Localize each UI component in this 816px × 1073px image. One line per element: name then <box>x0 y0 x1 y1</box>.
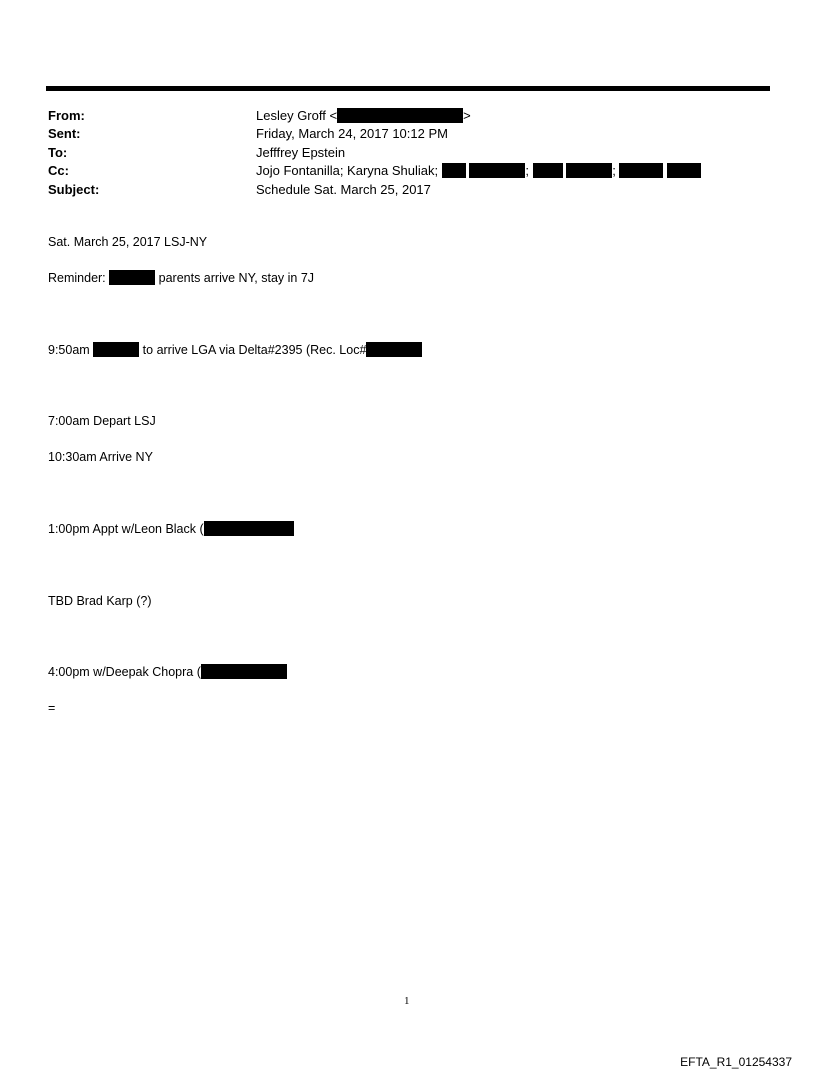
flight-text: to arrive LGA via Delta#2395 (Rec. Loc# <box>142 343 367 357</box>
from-label: From: <box>48 108 85 123</box>
redaction-block <box>469 163 525 178</box>
from-name: Lesley Groff < <box>256 108 338 123</box>
tbd-line: TBD Brad Karp (?) <box>48 594 152 608</box>
redaction-block <box>566 163 612 178</box>
cc-label: Cc: <box>48 163 69 178</box>
sent-label: Sent: <box>48 126 81 141</box>
reminder-label: Reminder: <box>48 271 106 285</box>
redaction-block <box>366 342 422 357</box>
to-value: Jefffrey Epstein <box>256 145 346 160</box>
subject-label: Subject: <box>48 182 100 197</box>
redaction-block <box>109 270 155 285</box>
appt-line <box>48 521 294 538</box>
schedule-heading: Sat. March 25, 2017 LSJ-NY <box>48 235 208 249</box>
redaction-block <box>442 163 466 178</box>
flight-line <box>48 342 422 359</box>
arrive-line: 10:30am Arrive NY <box>48 450 153 464</box>
chopra-text: 4:00pm w/Deepak Chopra ( <box>48 665 201 679</box>
redaction-block <box>93 342 139 357</box>
depart-line: 7:00am Depart LSJ <box>48 414 156 428</box>
flight-time: 9:50am <box>48 343 90 357</box>
subject-value: Schedule Sat. March 25, 2017 <box>256 182 431 197</box>
from-value <box>256 107 471 125</box>
reminder-text: parents arrive NY, stay in 7J <box>158 271 315 285</box>
redaction-block <box>619 163 663 178</box>
redaction-block <box>533 163 563 178</box>
sent-value: Friday, March 24, 2017 10:12 PM <box>256 126 448 141</box>
chopra-line <box>48 664 287 681</box>
bates-number: EFTA_R1_01254337 <box>680 1055 792 1069</box>
cc-names: Jojo Fontanilla; Karyna Shuliak; <box>256 163 439 178</box>
end-marker: = <box>48 701 56 715</box>
reminder-line <box>48 270 314 287</box>
to-label: To: <box>48 145 68 160</box>
header-rule <box>46 86 770 91</box>
cc-value: Jojo Fontanilla; Karyna Shuliak; ; ; <box>256 162 701 180</box>
page-number: 1 <box>404 995 410 1007</box>
from-end: > <box>463 108 471 123</box>
appt-text: 1:00pm Appt w/Leon Black ( <box>48 522 204 536</box>
redaction-block <box>201 664 287 679</box>
redaction-block <box>667 163 701 178</box>
redaction-block <box>204 521 294 536</box>
redaction-block <box>337 108 463 123</box>
